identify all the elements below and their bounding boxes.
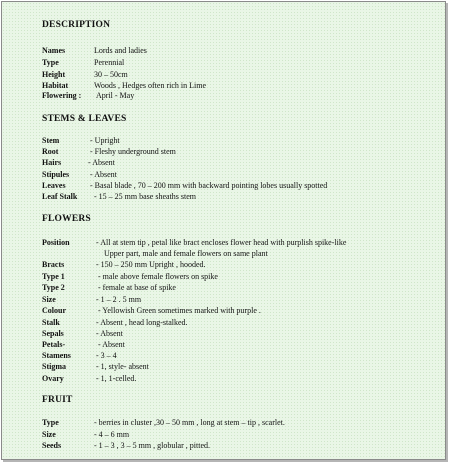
info-card xyxy=(1,1,446,460)
label-type-1: Type 1 xyxy=(42,272,65,281)
value-stem: - Upright xyxy=(90,136,120,145)
value-seeds: - 1 – 3 , 3 – 5 mm , globular , pitted. xyxy=(94,441,210,450)
value-size: - 1 – 2 . 5 mm xyxy=(96,295,142,304)
value-stigma: - 1, style- absent xyxy=(96,362,149,371)
value-fruit-size: - 4 – 6 mm xyxy=(94,430,130,439)
label-stalk: Stalk xyxy=(42,318,60,327)
label-habitat: Habitat xyxy=(42,81,69,90)
value-fruit-type: - berries in cluster ,30 – 50 mm , long at stem – tip , scarlet. xyxy=(94,418,285,427)
value-type: Perennial xyxy=(94,58,125,67)
value-habitat: Woods , Hedges often rich in Lime xyxy=(94,81,206,90)
label-seeds: Seeds xyxy=(42,441,62,450)
label-hairs: Hairs xyxy=(42,158,62,167)
label-height: Height xyxy=(42,70,66,79)
label-colour: Colour xyxy=(42,306,66,315)
value-type-2: - female at base of spike xyxy=(98,283,176,292)
label-position: Position xyxy=(42,238,70,247)
label-leaf-stalk: Leaf Stalk xyxy=(42,192,78,201)
label-petals: Petals- xyxy=(42,340,66,349)
label-type-2: Type 2 xyxy=(42,283,65,292)
label-stipules: Stipules xyxy=(42,170,70,179)
label-root: Root xyxy=(42,147,59,156)
value-hairs: - Absent xyxy=(88,158,115,167)
label-type: Type xyxy=(42,58,59,67)
value-ovary: - 1, 1-celled. xyxy=(96,374,137,383)
label-size: Size xyxy=(42,295,56,304)
value-root: - Fleshy underground stem xyxy=(90,147,176,156)
label-leaves: Leaves xyxy=(42,181,66,190)
label-sepals: Sepals xyxy=(42,329,64,338)
value-sepals: - Absent xyxy=(96,329,123,338)
label-bracts: Bracts xyxy=(42,260,65,269)
value-colour: - Yellowish Green sometimes marked with purple . xyxy=(98,306,261,315)
value-leaves: - Basal blade , 70 – 200 mm with backward pointing lobes usually spotted xyxy=(90,181,328,190)
label-fruit-size: Size xyxy=(42,430,56,439)
value-position-line2: Upper part, male and female flowers on same plant xyxy=(104,249,268,258)
value-position-line1: - All at stem tip , petal like bract encloses flower head with purplish spike-like xyxy=(96,238,347,247)
label-names: Names xyxy=(42,46,66,55)
section-heading-stems-leaves: STEMS & LEAVES xyxy=(42,114,127,124)
value-leaf-stalk: - 15 – 25 mm base sheaths stem xyxy=(94,192,196,201)
label-stem: Stem xyxy=(42,136,60,145)
label-stigma: Stigma xyxy=(42,362,66,371)
value-stipules: - Absent xyxy=(90,170,117,179)
section-heading-fruit: FRUIT xyxy=(42,395,73,405)
label-fruit-type: Type xyxy=(42,418,59,427)
value-petals: - Absent xyxy=(98,340,125,349)
section-heading-description: DESCRIPTION xyxy=(42,20,111,30)
value-type-1: - male above female flowers on spike xyxy=(98,272,218,281)
value-names: Lords and ladies xyxy=(94,46,147,55)
value-height: 30 – 50cm xyxy=(94,70,128,79)
value-stamens: - 3 – 4 xyxy=(96,351,117,360)
label-stamens: Stamens xyxy=(42,351,71,360)
value-flowering: April - May xyxy=(96,91,135,100)
section-heading-flowers: FLOWERS xyxy=(42,214,91,224)
value-bracts: - 150 – 250 mm Upright , hooded. xyxy=(96,260,206,269)
label-flowering: Flowering : xyxy=(42,91,82,100)
label-ovary: Ovary xyxy=(42,374,64,383)
value-stalk: - Absent , head long-stalked. xyxy=(96,318,188,327)
